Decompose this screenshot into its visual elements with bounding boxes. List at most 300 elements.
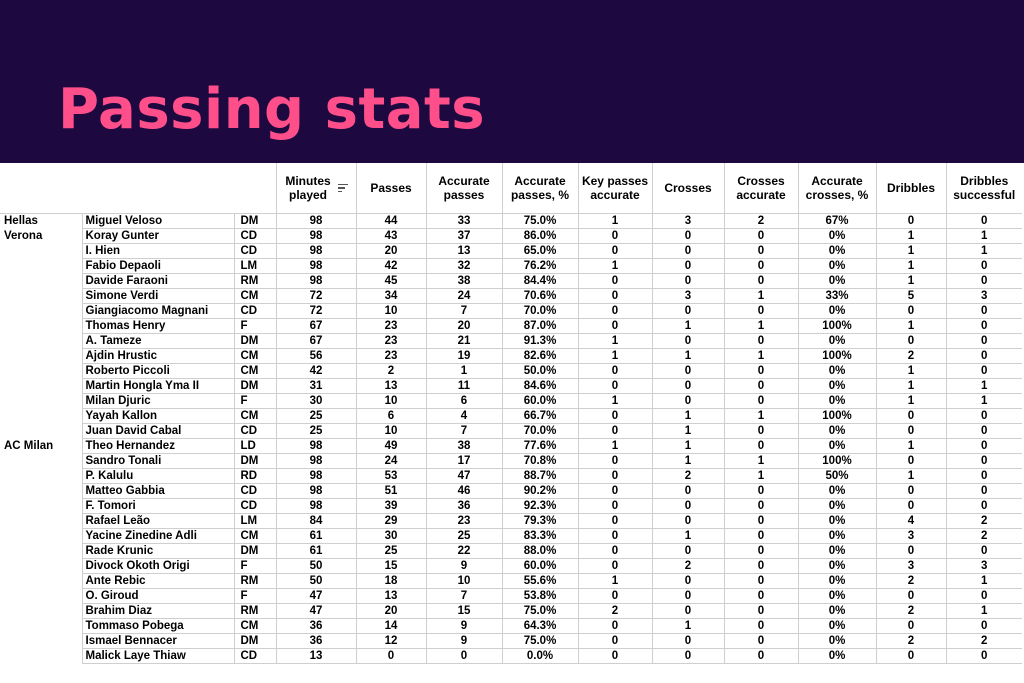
- stat-cell: 1: [876, 274, 946, 289]
- stat-cell: 0: [724, 424, 798, 439]
- stat-cell: 0: [578, 589, 652, 604]
- table-row: [0, 589, 1022, 604]
- stat-cell: 75.0%: [502, 634, 578, 649]
- stat-cell: 0%: [798, 229, 876, 244]
- stat-cell: 0: [652, 604, 724, 619]
- stat-cell: 10: [356, 424, 426, 439]
- stat-cell: 0: [946, 274, 1022, 289]
- stat-cell: 0: [578, 544, 652, 559]
- player-name: Fabio Depaoli: [82, 259, 234, 274]
- stat-cell: 1: [578, 349, 652, 364]
- player-position: LM: [234, 514, 276, 529]
- stat-cell: 44: [356, 214, 426, 229]
- stat-cell: 98: [276, 469, 356, 484]
- stat-cell: 83.3%: [502, 529, 578, 544]
- stat-cell: 98: [276, 454, 356, 469]
- stat-cell: 70.0%: [502, 424, 578, 439]
- stat-cell: 0%: [798, 544, 876, 559]
- stat-cell: 10: [356, 394, 426, 409]
- table-row: [0, 394, 1022, 409]
- player-position: LD: [234, 439, 276, 454]
- stat-cell: 0: [946, 349, 1022, 364]
- column-header: [876, 163, 946, 214]
- stat-cell: 1: [578, 574, 652, 589]
- stat-cell: 0%: [798, 574, 876, 589]
- stat-cell: 2: [652, 469, 724, 484]
- stat-cell: 0%: [798, 244, 876, 259]
- player-position: DM: [234, 454, 276, 469]
- stat-cell: 1: [946, 574, 1022, 589]
- player-name: P. Kalulu: [82, 469, 234, 484]
- column-header: [798, 163, 876, 214]
- page-title: Passing stats: [58, 77, 486, 142]
- stat-cell: 25: [356, 544, 426, 559]
- stat-cell: 65.0%: [502, 244, 578, 259]
- player-position: CD: [234, 499, 276, 514]
- stat-cell: 87.0%: [502, 319, 578, 334]
- stat-cell: 15: [426, 604, 502, 619]
- player-position: F: [234, 589, 276, 604]
- stat-cell: 3: [876, 529, 946, 544]
- stat-cell: 0: [946, 484, 1022, 499]
- stat-cell: 0: [876, 499, 946, 514]
- stat-cell: 1: [946, 244, 1022, 259]
- player-name: Yayah Kallon: [82, 409, 234, 424]
- table-row: [0, 409, 1022, 424]
- stat-cell: 1: [578, 439, 652, 454]
- player-name: Thomas Henry: [82, 319, 234, 334]
- stat-cell: 88.0%: [502, 544, 578, 559]
- stat-cell: 7: [426, 589, 502, 604]
- stat-cell: 2: [652, 559, 724, 574]
- stat-cell: 0%: [798, 604, 876, 619]
- stat-cell: 29: [356, 514, 426, 529]
- player-name: Divock Okoth Origi: [82, 559, 234, 574]
- stat-cell: 0: [578, 229, 652, 244]
- stat-cell: 0.0%: [502, 649, 578, 664]
- stat-cell: 98: [276, 439, 356, 454]
- stat-cell: 1: [652, 454, 724, 469]
- stat-cell: 1: [652, 439, 724, 454]
- stat-cell: 12: [356, 634, 426, 649]
- player-position: DM: [234, 544, 276, 559]
- stat-cell: 1: [426, 364, 502, 379]
- stat-cell: 0: [652, 394, 724, 409]
- stat-cell: 61: [276, 529, 356, 544]
- stat-cell: 0: [652, 379, 724, 394]
- table-row: [0, 289, 1022, 304]
- stat-cell: 0: [946, 544, 1022, 559]
- stat-cell: 0: [724, 589, 798, 604]
- stat-cell: 98: [276, 259, 356, 274]
- stat-cell: 0: [724, 244, 798, 259]
- stat-cell: 0: [652, 484, 724, 499]
- stat-cell: 0: [876, 304, 946, 319]
- stat-cell: 3: [876, 559, 946, 574]
- stat-cell: 72: [276, 289, 356, 304]
- header-row: [0, 163, 1022, 214]
- team-name: AC Milan: [4, 439, 54, 452]
- stat-cell: 67%: [798, 214, 876, 229]
- stat-cell: 0: [578, 424, 652, 439]
- stat-cell: 39: [356, 499, 426, 514]
- table-row: [0, 259, 1022, 274]
- stat-cell: 0: [578, 484, 652, 499]
- stat-cell: 0: [652, 304, 724, 319]
- stat-cell: 9: [426, 634, 502, 649]
- stat-cell: 0%: [798, 514, 876, 529]
- stat-cell: 38: [426, 439, 502, 454]
- stat-cell: 2: [876, 574, 946, 589]
- player-name: Ajdin Hrustic: [82, 349, 234, 364]
- stat-cell: 30: [356, 529, 426, 544]
- stat-cell: 1: [724, 469, 798, 484]
- stat-cell: 14: [356, 619, 426, 634]
- table-row: [0, 604, 1022, 619]
- column-header: [578, 163, 652, 214]
- table-row: [0, 319, 1022, 334]
- stat-cell: 98: [276, 484, 356, 499]
- stat-cell: 84.4%: [502, 274, 578, 289]
- stat-cell: 1: [876, 439, 946, 454]
- stat-cell: 0%: [798, 649, 876, 664]
- stat-cell: 70.8%: [502, 454, 578, 469]
- stat-cell: 100%: [798, 409, 876, 424]
- player-column-header: [82, 163, 234, 214]
- stat-cell: 32: [426, 259, 502, 274]
- stat-cell: 1: [876, 394, 946, 409]
- stat-cell: 0%: [798, 334, 876, 349]
- stat-cell: 50: [276, 559, 356, 574]
- stat-cell: 1: [578, 214, 652, 229]
- stat-cell: 0: [946, 454, 1022, 469]
- stat-cell: 6: [356, 409, 426, 424]
- column-header-label: Minutes played: [285, 174, 331, 202]
- player-position: RM: [234, 604, 276, 619]
- stat-cell: 0%: [798, 274, 876, 289]
- stat-cell: 2: [876, 634, 946, 649]
- stat-cell: 0%: [798, 304, 876, 319]
- stat-cell: 2: [876, 349, 946, 364]
- table-row: [0, 439, 1022, 454]
- stat-cell: 19: [426, 349, 502, 364]
- stat-cell: 23: [356, 334, 426, 349]
- player-position: CM: [234, 409, 276, 424]
- table-row: [0, 274, 1022, 289]
- stat-cell: 0%: [798, 424, 876, 439]
- stat-cell: 0: [724, 379, 798, 394]
- stat-cell: 1: [652, 529, 724, 544]
- stat-cell: 3: [946, 289, 1022, 304]
- stat-cell: 0: [652, 229, 724, 244]
- stat-cell: 0: [652, 334, 724, 349]
- player-position: RM: [234, 574, 276, 589]
- stat-cell: 1: [876, 259, 946, 274]
- stat-cell: 86.0%: [502, 229, 578, 244]
- player-position: F: [234, 559, 276, 574]
- stat-cell: 0: [876, 214, 946, 229]
- stat-cell: 13: [356, 589, 426, 604]
- stat-cell: 10: [426, 574, 502, 589]
- stat-cell: 1: [578, 334, 652, 349]
- player-name: Theo Hernandez: [82, 439, 234, 454]
- stat-cell: 50.0%: [502, 364, 578, 379]
- stat-cell: 1: [946, 229, 1022, 244]
- stat-cell: 13: [276, 649, 356, 664]
- stat-cell: 0: [724, 259, 798, 274]
- stat-cell: 1: [652, 319, 724, 334]
- stat-cell: 0%: [798, 394, 876, 409]
- stat-cell: 0: [724, 529, 798, 544]
- stat-cell: 0: [578, 559, 652, 574]
- stat-cell: 98: [276, 244, 356, 259]
- stat-cell: 1: [578, 394, 652, 409]
- stat-cell: 75.0%: [502, 604, 578, 619]
- stat-cell: 1: [876, 469, 946, 484]
- stat-cell: 70.0%: [502, 304, 578, 319]
- stat-cell: 55.6%: [502, 574, 578, 589]
- player-name: O. Giroud: [82, 589, 234, 604]
- stat-cell: 70.6%: [502, 289, 578, 304]
- stat-cell: 36: [426, 499, 502, 514]
- stat-cell: 21: [426, 334, 502, 349]
- stat-cell: 5: [876, 289, 946, 304]
- stat-cell: 1: [876, 319, 946, 334]
- stat-cell: 0: [946, 319, 1022, 334]
- table-body: [0, 214, 1022, 664]
- stat-cell: 2: [946, 634, 1022, 649]
- stat-cell: 0: [876, 484, 946, 499]
- stat-cell: 84.6%: [502, 379, 578, 394]
- stat-cell: 0: [578, 529, 652, 544]
- stats-sheet: [0, 163, 1024, 683]
- player-position: CD: [234, 304, 276, 319]
- stat-cell: 0: [724, 439, 798, 454]
- stat-cell: 0: [578, 454, 652, 469]
- stat-cell: 0: [946, 334, 1022, 349]
- player-name: Simone Verdi: [82, 289, 234, 304]
- stat-cell: 0: [578, 634, 652, 649]
- column-header: [356, 163, 426, 214]
- player-name: Juan David Cabal: [82, 424, 234, 439]
- stat-cell: 46: [426, 484, 502, 499]
- stat-cell: 91.3%: [502, 334, 578, 349]
- stat-cell: 0: [652, 634, 724, 649]
- player-name: Ante Rebic: [82, 574, 234, 589]
- stat-cell: 6: [426, 394, 502, 409]
- stat-cell: 76.2%: [502, 259, 578, 274]
- team-name: Hellas Verona: [4, 215, 43, 242]
- player-name: Milan Djuric: [82, 394, 234, 409]
- stat-cell: 7: [426, 424, 502, 439]
- stat-cell: 100%: [798, 349, 876, 364]
- stat-cell: 0: [652, 274, 724, 289]
- player-name: Giangiacomo Magnani: [82, 304, 234, 319]
- player-position: DM: [234, 634, 276, 649]
- stat-cell: 42: [276, 364, 356, 379]
- team-column-header: [0, 163, 82, 214]
- player-name: Koray Gunter: [82, 229, 234, 244]
- column-header: [502, 163, 578, 214]
- position-column-header: [234, 163, 276, 214]
- stat-cell: 0%: [798, 439, 876, 454]
- stat-cell: 98: [276, 274, 356, 289]
- stat-cell: 24: [356, 454, 426, 469]
- table-row: [0, 544, 1022, 559]
- stat-cell: 1: [876, 244, 946, 259]
- stat-cell: 0: [578, 319, 652, 334]
- table-row: [0, 619, 1022, 634]
- stat-cell: 36: [276, 619, 356, 634]
- stat-cell: 47: [276, 589, 356, 604]
- stat-cell: 1: [724, 349, 798, 364]
- table-row: [0, 649, 1022, 664]
- column-header-label: Accurate passes: [438, 174, 490, 202]
- stat-cell: 0: [946, 499, 1022, 514]
- stat-cell: 0: [946, 649, 1022, 664]
- player-name: Miguel Veloso: [82, 214, 234, 229]
- stat-cell: 1: [724, 289, 798, 304]
- stat-cell: 100%: [798, 454, 876, 469]
- stat-cell: 82.6%: [502, 349, 578, 364]
- stat-cell: 0: [876, 544, 946, 559]
- stat-cell: 60.0%: [502, 559, 578, 574]
- stat-cell: 0: [724, 334, 798, 349]
- stat-cell: 20: [356, 244, 426, 259]
- stat-cell: 0: [578, 364, 652, 379]
- stat-cell: 0: [578, 649, 652, 664]
- table-row: [0, 334, 1022, 349]
- stat-cell: 1: [724, 409, 798, 424]
- stat-cell: 0: [356, 649, 426, 664]
- stat-cell: 15: [356, 559, 426, 574]
- stat-cell: 49: [356, 439, 426, 454]
- stat-cell: 0: [426, 649, 502, 664]
- stat-cell: 0: [724, 364, 798, 379]
- stat-cell: 3: [652, 289, 724, 304]
- stat-cell: 50%: [798, 469, 876, 484]
- stat-cell: 0: [724, 604, 798, 619]
- stat-cell: 0: [652, 499, 724, 514]
- player-position: F: [234, 319, 276, 334]
- stat-cell: 0: [946, 364, 1022, 379]
- stat-cell: 0: [946, 409, 1022, 424]
- stat-cell: 0%: [798, 634, 876, 649]
- stat-cell: 0: [946, 589, 1022, 604]
- stat-cell: 0: [724, 229, 798, 244]
- table-row: [0, 454, 1022, 469]
- player-position: DM: [234, 379, 276, 394]
- stat-cell: 61: [276, 544, 356, 559]
- player-name: Martin Hongla Yma II: [82, 379, 234, 394]
- stat-cell: 0: [946, 424, 1022, 439]
- stat-cell: 0%: [798, 259, 876, 274]
- player-name: Yacine Zinedine Adli: [82, 529, 234, 544]
- stat-cell: 0%: [798, 499, 876, 514]
- player-position: CM: [234, 349, 276, 364]
- player-name: I. Hien: [82, 244, 234, 259]
- table-row: [0, 364, 1022, 379]
- stat-cell: 2: [946, 514, 1022, 529]
- stat-cell: 30: [276, 394, 356, 409]
- stat-cell: 0: [724, 394, 798, 409]
- stat-cell: 13: [356, 379, 426, 394]
- stat-cell: 0: [652, 574, 724, 589]
- stat-cell: 4: [876, 514, 946, 529]
- table-row: [0, 214, 1022, 229]
- stat-cell: 0: [724, 304, 798, 319]
- stat-cell: 1: [652, 424, 724, 439]
- stat-cell: 0: [652, 514, 724, 529]
- title-banner: [0, 0, 1024, 163]
- player-name: Tommaso Pobega: [82, 619, 234, 634]
- stat-cell: 1: [946, 394, 1022, 409]
- stat-cell: 60.0%: [502, 394, 578, 409]
- stat-cell: 37: [426, 229, 502, 244]
- stat-cell: 1: [652, 409, 724, 424]
- player-position: CD: [234, 229, 276, 244]
- column-header[interactable]: [276, 163, 356, 214]
- stat-cell: 1: [724, 319, 798, 334]
- column-header-label: Passes: [370, 181, 412, 196]
- stat-cell: 1: [876, 364, 946, 379]
- stat-cell: 0: [946, 214, 1022, 229]
- player-name: Sandro Tonali: [82, 454, 234, 469]
- stat-cell: 0%: [798, 589, 876, 604]
- table-row: [0, 379, 1022, 394]
- player-position: CM: [234, 619, 276, 634]
- stat-cell: 3: [652, 214, 724, 229]
- stat-cell: 20: [426, 319, 502, 334]
- stat-cell: 1: [876, 229, 946, 244]
- player-name: F. Tomori: [82, 499, 234, 514]
- stat-cell: 98: [276, 229, 356, 244]
- stat-cell: 0: [724, 559, 798, 574]
- stat-cell: 38: [426, 274, 502, 289]
- stat-cell: 75.0%: [502, 214, 578, 229]
- stat-cell: 77.6%: [502, 439, 578, 454]
- stat-cell: 0: [946, 469, 1022, 484]
- table-row: [0, 499, 1022, 514]
- stat-cell: 0: [652, 259, 724, 274]
- sort-icon[interactable]: [338, 184, 348, 193]
- stat-cell: 1: [724, 454, 798, 469]
- stat-cell: 34: [356, 289, 426, 304]
- stat-cell: 0: [652, 649, 724, 664]
- stat-cell: 56: [276, 349, 356, 364]
- stat-cell: 4: [426, 409, 502, 424]
- player-position: CD: [234, 484, 276, 499]
- table-row: [0, 634, 1022, 649]
- player-name: Rade Krunic: [82, 544, 234, 559]
- stat-cell: 18: [356, 574, 426, 589]
- stat-cell: 17: [426, 454, 502, 469]
- stat-cell: 45: [356, 274, 426, 289]
- column-header-label: Crosses: [664, 181, 712, 196]
- stat-cell: 0: [578, 514, 652, 529]
- stat-cell: 2: [946, 529, 1022, 544]
- stat-cell: 36: [276, 634, 356, 649]
- stat-cell: 0%: [798, 529, 876, 544]
- stat-cell: 1: [876, 379, 946, 394]
- stat-cell: 23: [356, 319, 426, 334]
- stat-cell: 9: [426, 559, 502, 574]
- player-position: RD: [234, 469, 276, 484]
- stat-cell: 0: [578, 274, 652, 289]
- stat-cell: 1: [652, 349, 724, 364]
- column-header: [724, 163, 798, 214]
- stat-cell: 0: [946, 619, 1022, 634]
